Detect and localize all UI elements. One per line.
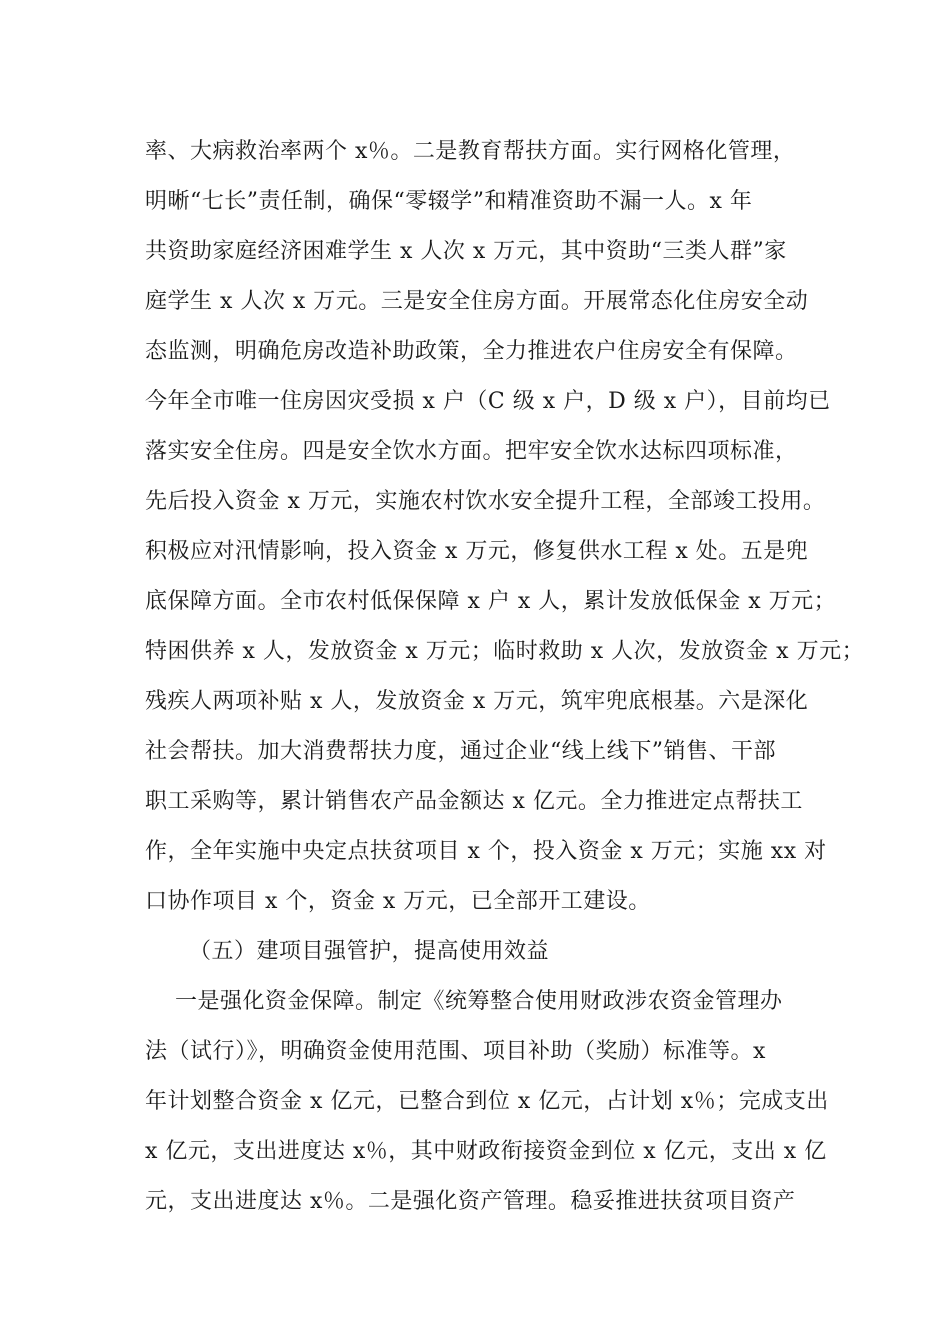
- text-line: 态监测，明确危房改造补助政策，全力推进农户住房安全有保障。: [145, 339, 798, 364]
- text-line: 底保障方面。全市农村低保保障 x 户 x 人，累计发放低保金 x 万元；: [145, 589, 837, 614]
- text-line: 率、大病救治率两个 x％。二是教育帮扶方面。实行网格化管理，: [145, 139, 796, 164]
- text-line: x 亿元，支出进度达 x％，其中财政衔接资金到位 x 亿元，支出 x 亿: [145, 1139, 827, 1164]
- text-line: 口协作项目 x 个，资金 x 万元，已全部开工建设。: [145, 889, 651, 914]
- text-line: 元，支出进度达 x％。二是强化资产管理。稳妥推进扶贫项目资产: [145, 1189, 796, 1214]
- text-line: 落实安全住房。四是安全饮水方面。把牢安全饮水达标四项标准，: [145, 439, 798, 464]
- text-line: 作，全年实施中央定点扶贫项目 x 个，投入资金 x 万元；实施 xx 对: [145, 839, 827, 864]
- text-line: 法（试行）》，明确资金使用范围、项目补助（奖励）标准等。x: [145, 1039, 766, 1064]
- text-line: 特困供养 x 人，发放资金 x 万元；临时救助 x 人次，发放资金 x 万元；: [145, 639, 865, 664]
- text-line: 先后投入资金 x 万元，实施农村饮水安全提升工程，全部竣工投用。: [145, 489, 826, 514]
- section-heading: （五）建项目强管护，提高使用效益: [189, 939, 550, 964]
- text-line: 社会帮扶。加大消费帮扶力度，通过企业“线上线下”销售、干部: [145, 739, 776, 764]
- text-line: 庭学生 x 人次 x 万元。三是安全住房方面。开展常态化住房安全动: [145, 289, 809, 314]
- text-line: 职工采购等，累计销售农产品金额达 x 亿元。全力推进定点帮扶工: [145, 789, 803, 814]
- body-text: [145, 130, 865, 1230]
- text-line: 年计划整合资金 x 亿元，已整合到位 x 亿元，占计划 x％；完成支出: [145, 1089, 829, 1114]
- text-line: 积极应对汛情影响，投入资金 x 万元，修复供水工程 x 处。五是兜: [145, 539, 809, 564]
- text-line: 明晰“七长”责任制，确保“零辍学”和精准资助不漏一人。x 年: [145, 189, 753, 214]
- text-line: 一是强化资金保障。制定《统筹整合使用财政涉农资金管理办: [175, 989, 783, 1014]
- text-line: 今年全市唯一住房因灾受损 x 户（C 级 x 户，D 级 x 户），目前均已: [145, 389, 831, 414]
- text-line: 残疾人两项补贴 x 人，发放资金 x 万元，筑牢兜底根基。六是深化: [145, 689, 809, 714]
- text-line: 共资助家庭经济困难学生 x 人次 x 万元，其中资助“三类人群”家: [145, 239, 787, 264]
